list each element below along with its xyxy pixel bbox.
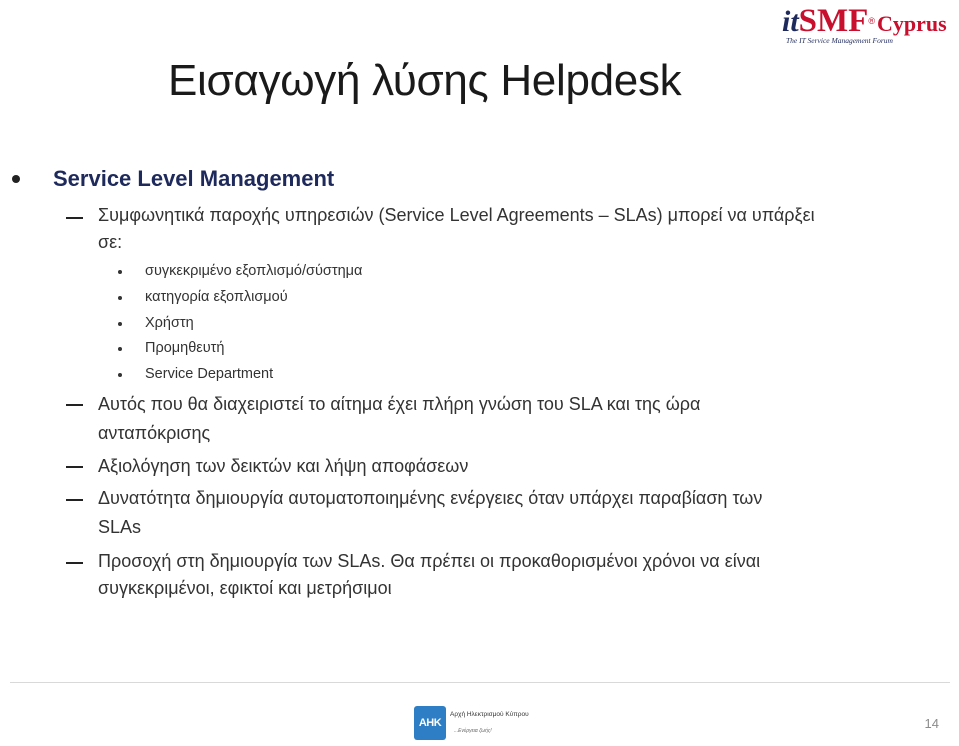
sub-item-text: Προμηθευτή (145, 340, 225, 356)
item-text-continuation: σε: (98, 232, 123, 252)
sub-bullet-icon (118, 270, 122, 274)
sub-item-text: Service Department (145, 366, 274, 382)
eac-org-name: Αρχή Ηλεκτρισμού Κύπρου (450, 711, 529, 718)
dash-bullet-icon (66, 466, 83, 468)
main-bullet-text: Service Level Management (53, 166, 335, 191)
dash-bullet-icon (66, 217, 83, 219)
eac-slogan: ...Ενέργεια ζωής! (454, 728, 492, 734)
dash-bullet-icon (66, 562, 83, 564)
logo-smf-text: SMF (798, 3, 869, 39)
sub-bullet-icon (118, 322, 122, 326)
sub-item-text: συγκεκριμένο εξοπλισμό/σύστημα (145, 263, 363, 279)
sub-bullet-icon (118, 347, 122, 351)
slide-title: Εισαγωγή λύσης Helpdesk (168, 56, 682, 105)
sub-item-text: Χρήστη (145, 315, 194, 331)
sub-bullet-icon (118, 373, 122, 377)
item-text: Αυτός που θα διαχειριστεί το αίτημα έχει πλήρη γνώση του SLA και της ώρα (98, 394, 701, 414)
item-text: Προσοχή στη δημιουργία των SLAs. Θα πρέπει οι προκαθορισμένοι χρόνοι να είναι (98, 551, 761, 571)
bullet-dot-icon (12, 175, 20, 183)
page-number: 14 (924, 716, 939, 731)
logo-tagline: The IT Service Management Forum (786, 36, 893, 45)
sub-item-text: κατηγορία εξοπλισμού (145, 289, 288, 305)
eac-badge: ΑΗΚ (414, 706, 446, 740)
itsmf-cyprus-logo (782, 4, 958, 46)
item-text-continuation: ανταπόκρισης (98, 423, 211, 443)
item-text-continuation: SLAs (98, 517, 142, 537)
logo-region-text: Cyprus (876, 11, 947, 36)
eac-logo (414, 706, 529, 740)
item-text: Αξιολόγηση των δεικτών και λήψη αποφάσεων (98, 456, 469, 476)
footer-divider (10, 682, 950, 683)
item-text: Δυνατότητα δημιουργία αυτοματοποιημένης ενέργειες όταν υπάρχει παραβίαση των (98, 488, 763, 508)
sub-bullet-icon (118, 296, 122, 300)
dash-bullet-icon (66, 499, 83, 501)
logo-it-text: it (782, 5, 799, 38)
item-text-continuation: συγκεκριμένοι, εφικτοί και μετρήσιμοι (98, 578, 392, 598)
item-text: Συμφωνητικά παροχής υπηρεσιών (Service Level Agreements – SLAs) μπορεί να υπάρξει (98, 205, 815, 225)
logo-registered-mark: ® (868, 16, 875, 26)
dash-bullet-icon (66, 404, 83, 406)
